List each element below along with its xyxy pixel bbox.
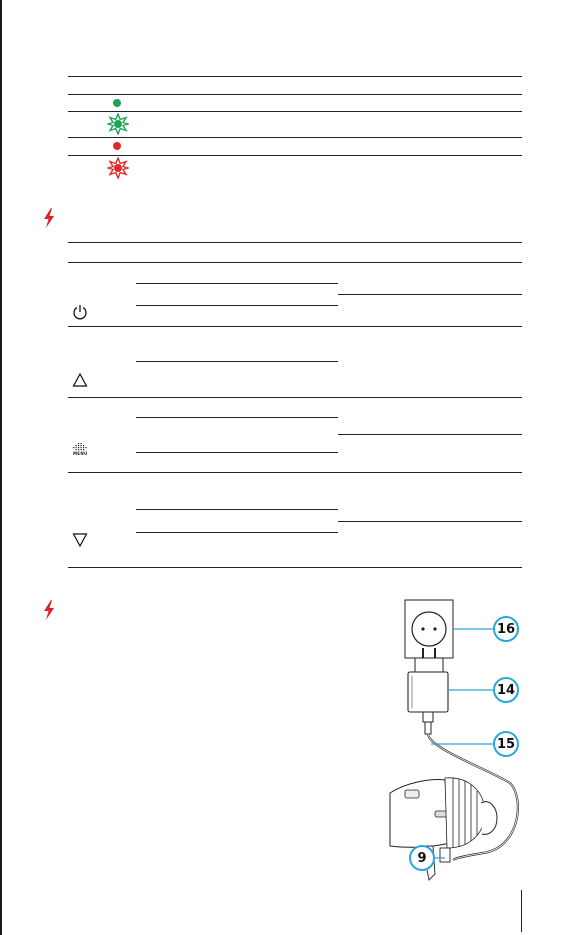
led-table-row-rule <box>68 137 522 138</box>
power-adapter-icon <box>408 658 448 712</box>
callout-14: 14 <box>493 677 519 703</box>
led-red-dot-icon <box>113 142 121 150</box>
callout-16: 16 <box>493 616 519 642</box>
button-table-sub-rule <box>136 532 338 533</box>
button-table-sub-rule <box>136 509 338 510</box>
menu-label: MENU <box>73 451 88 456</box>
button-table-sub-rule <box>136 452 338 453</box>
down-triangle-icon <box>72 532 88 548</box>
page-number-divider <box>521 890 522 932</box>
button-table-header-rule <box>68 262 522 263</box>
led-red-blinking-icon <box>107 157 129 179</box>
button-table-bottom-rule <box>68 567 522 568</box>
button-table-sub-rule <box>136 417 338 418</box>
button-table-top-rule <box>68 242 522 243</box>
page-edge <box>0 0 2 935</box>
button-table-sub-rule <box>338 434 522 435</box>
up-triangle-icon <box>72 372 88 388</box>
button-table-sub-rule <box>136 305 338 306</box>
led-table-row-rule <box>68 155 522 156</box>
led-green-blinking-icon <box>107 113 129 135</box>
button-table-sub-rule <box>136 361 338 362</box>
button-table-sub-rule <box>338 521 522 522</box>
lightning-warning-icon <box>42 208 56 228</box>
device-icon <box>390 778 497 880</box>
lightning-warning-icon <box>42 600 56 620</box>
wall-socket-icon <box>405 600 453 658</box>
callout-9: 9 <box>409 845 435 871</box>
led-table-top-rule <box>68 76 522 77</box>
button-table-row-rule <box>68 472 522 473</box>
callout-15: 15 <box>493 731 519 757</box>
button-table-row-rule <box>68 397 522 398</box>
button-table-sub-rule <box>338 294 522 295</box>
power-icon <box>72 304 88 320</box>
led-green-dot-icon <box>113 99 121 107</box>
button-table-row-rule <box>68 326 522 327</box>
button-table-sub-rule <box>136 283 338 284</box>
led-table-header-rule <box>68 94 522 95</box>
led-table-row-rule <box>68 111 522 112</box>
